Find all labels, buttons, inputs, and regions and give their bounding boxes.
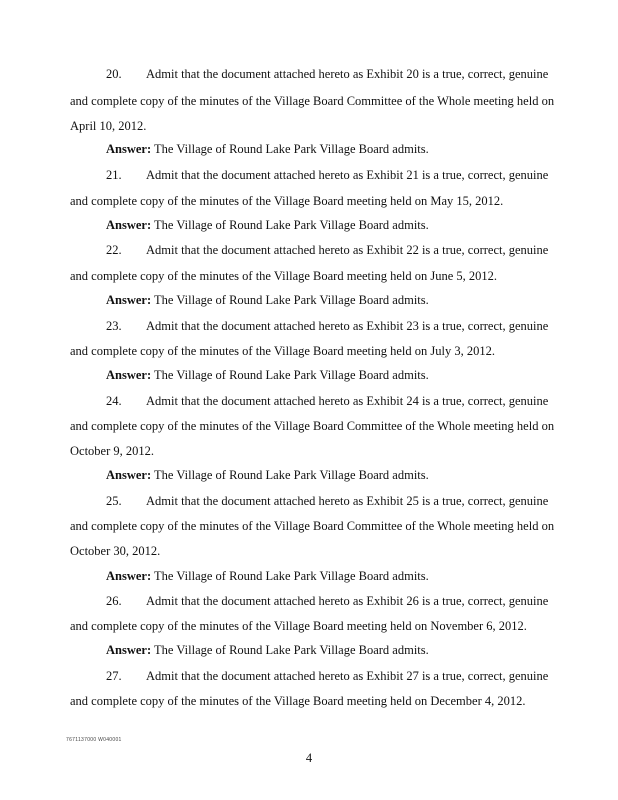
answer-20 [106,142,548,157]
request-24-line-2: and complete copy of the minutes of the Village Board Committee of the Whole meeting held on [70,419,555,433]
answer-text: The Village of Round Lake Park Village Board admits. [154,569,429,583]
request-21-line-2: and complete copy of the minutes of the Village Board meeting held on May 15, 2012. [70,194,504,208]
request-text: Admit that the document attached hereto as Exhibit 21 is a true, correct, genuine [146,168,549,182]
request-20-line-3: April 10, 2012. [70,119,147,133]
answer-21 [106,218,548,233]
answer-label: Answer: [106,468,152,482]
answer-23 [106,368,548,383]
answer-text: The Village of Round Lake Park Village Board admits. [154,142,429,156]
request-text: Admit that the document attached hereto as Exhibit 20 is a true, correct, genuine [146,67,549,81]
request-21-line-1 [106,168,548,183]
answer-text: The Village of Round Lake Park Village Board admits. [154,293,429,307]
answer-label: Answer: [106,142,152,156]
request-23-line-2: and complete copy of the minutes of the Village Board meeting held on July 3, 2012. [70,344,495,358]
answer-25 [106,569,548,584]
request-number: 27. [106,669,122,683]
request-number: 23. [106,319,122,333]
request-number: 22. [106,243,122,257]
request-number: 24. [106,394,122,408]
request-27-line-1 [106,669,548,684]
request-26-line-2: and complete copy of the minutes of the Village Board meeting held on November 6, 2012. [70,619,527,633]
request-24-line-1 [106,394,548,409]
answer-text: The Village of Round Lake Park Village Board admits. [154,368,429,382]
request-text: Admit that the document attached hereto as Exhibit 23 is a true, correct, genuine [146,319,549,333]
request-25-line-1 [106,494,548,509]
request-number: 25. [106,494,122,508]
request-20-line-1 [106,67,548,82]
request-text: Admit that the document attached hereto as Exhibit 24 is a true, correct, genuine [146,394,549,408]
request-23-line-1 [106,319,548,334]
document-id-footer: 7671137000 W040001 [66,737,122,743]
request-number: 26. [106,594,122,608]
request-25-line-3: October 30, 2012. [70,544,161,558]
request-22-line-1 [106,243,548,258]
request-24-line-3: October 9, 2012. [70,444,155,458]
answer-text: The Village of Round Lake Park Village Board admits. [154,643,429,657]
answer-22 [106,293,548,308]
answer-label: Answer: [106,218,152,232]
request-text: Admit that the document attached hereto as Exhibit 22 is a true, correct, genuine [146,243,549,257]
request-number: 21. [106,168,122,182]
request-text: Admit that the document attached hereto as Exhibit 27 is a true, correct, genuine [146,669,549,683]
request-number: 20. [106,67,122,81]
answer-label: Answer: [106,368,152,382]
answer-24 [106,468,548,483]
request-25-line-2: and complete copy of the minutes of the Village Board Committee of the Whole meeting held on [70,519,555,533]
answer-label: Answer: [106,293,152,307]
request-20-line-2: and complete copy of the minutes of the Village Board Committee of the Whole meeting held on [70,94,555,108]
request-27-line-2: and complete copy of the minutes of the Village Board meeting held on December 4, 2012. [70,694,526,708]
answer-text: The Village of Round Lake Park Village Board admits. [154,468,429,482]
request-22-line-2: and complete copy of the minutes of the Village Board meeting held on June 5, 2012. [70,269,498,283]
answer-text: The Village of Round Lake Park Village Board admits. [154,218,429,232]
answer-label: Answer: [106,643,152,657]
request-text: Admit that the document attached hereto as Exhibit 25 is a true, correct, genuine [146,494,549,508]
page-number: 4 [305,751,313,765]
answer-label: Answer: [106,569,152,583]
answer-26 [106,643,548,658]
request-26-line-1 [106,594,548,609]
request-text: Admit that the document attached hereto as Exhibit 26 is a true, correct, genuine [146,594,549,608]
